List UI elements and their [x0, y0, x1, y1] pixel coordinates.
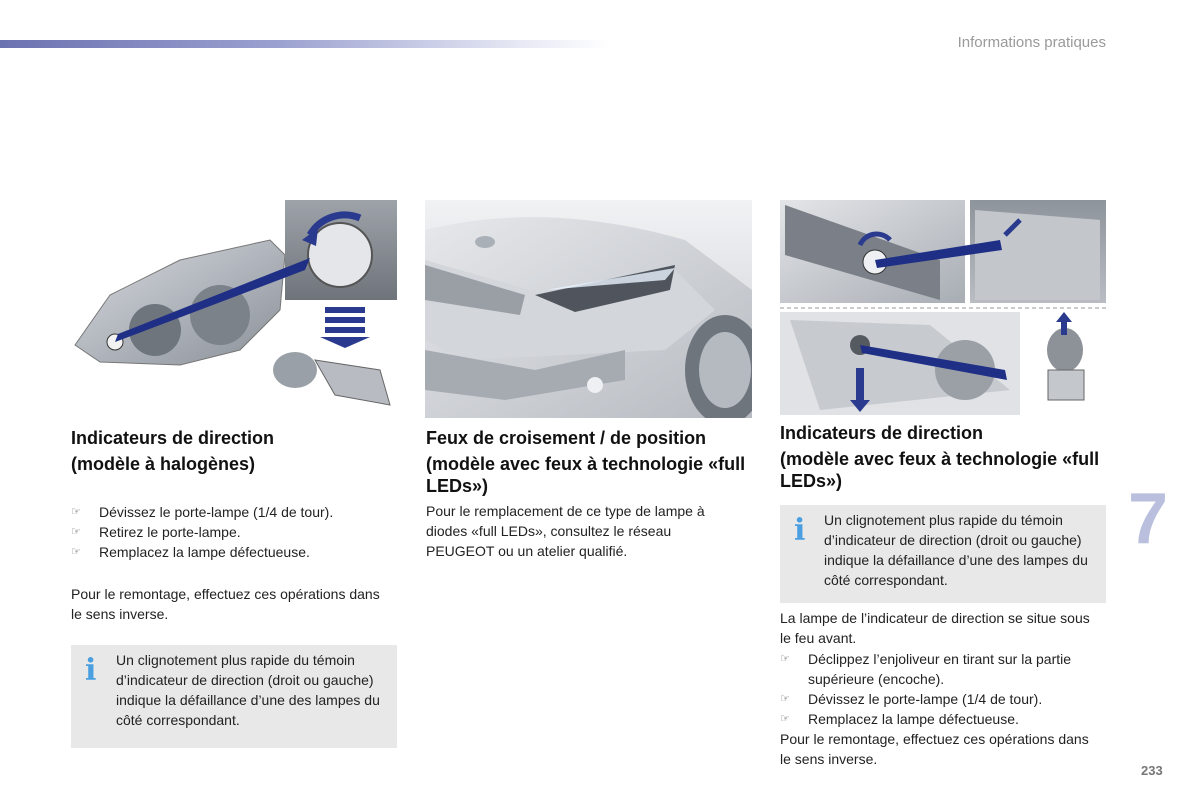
info-text: Un clignotement plus rapide du témoin d’indicateur de direction (droit ou gauche) indique la défaillance d’une des lampes du côté correspondant.	[116, 652, 380, 728]
hand-pointer-icon: ☞	[780, 713, 790, 725]
col3-heading-line2: (modèle avec feux à technologie «full LEDs»)	[780, 449, 1100, 491]
col1-heading-line1: Indicateurs de direction	[71, 428, 275, 448]
list-item	[780, 709, 1105, 729]
step-text: Dévissez le porte-lampe (1/4 de tour).	[99, 504, 334, 520]
col2-heading-line1: Feux de croisement / de position	[426, 428, 707, 448]
hand-pointer-icon: ☞	[780, 693, 790, 705]
list-item	[71, 522, 401, 542]
step-text: Déclippez l’enjoliveur en tirant sur la partie supérieure (encoche).	[808, 651, 1072, 687]
list-item	[71, 542, 401, 562]
led-indicator-illustration	[780, 200, 1106, 415]
page-number: 233	[1141, 763, 1163, 778]
col1-heading-line2: (modèle à halogènes)	[71, 454, 256, 474]
step-text: Remplacez la lampe défectueuse.	[808, 711, 1019, 727]
col3-info-box	[780, 505, 1106, 603]
hand-pointer-icon: ☞	[780, 653, 790, 665]
col3-intro-text: La lampe de l’indicateur de direction se situe sous le feu avant.	[780, 610, 1090, 646]
col2-heading-line2: (modèle avec feux à technologie «full LEDs»)	[426, 454, 746, 496]
step-text: Dévissez le porte-lampe (1/4 de tour).	[808, 691, 1043, 707]
car-front-illustration	[425, 200, 752, 418]
hand-pointer-icon: ☞	[71, 506, 81, 518]
info-text: Un clignotement plus rapide du témoin d’indicateur de direction (droit ou gauche) indique la défaillance d’une des lampes du côté correspondant.	[824, 512, 1088, 588]
info-icon: i	[85, 653, 97, 688]
step-text: Retirez le porte-lampe.	[99, 524, 241, 540]
chapter-number: 7	[1128, 479, 1169, 559]
col2-paragraph: Pour le remplacement de ce type de lampe à diodes «full LEDs», consultez le réseau PEUGEOT ou un atelier qualifié.	[426, 503, 705, 559]
list-item	[780, 689, 1105, 709]
step-text: Remplacez la lampe défectueuse.	[99, 544, 310, 560]
col1-info-box	[71, 645, 397, 748]
header-accent-bar	[0, 40, 610, 48]
info-icon: i	[794, 513, 806, 548]
list-item	[780, 649, 1105, 689]
col1-reassembly-text: Pour le remontage, effectuez ces opérations dans le sens inverse.	[71, 586, 380, 622]
col3-steps-list	[780, 649, 1105, 729]
hand-pointer-icon: ☞	[71, 546, 81, 558]
hand-pointer-icon: ☞	[71, 526, 81, 538]
list-item	[71, 502, 401, 522]
col3-heading-line1: Indicateurs de direction	[780, 423, 984, 443]
col3-reassembly-text: Pour le remontage, effectuez ces opérations dans le sens inverse.	[780, 731, 1089, 767]
section-title: Informations pratiques	[957, 34, 1106, 51]
halogen-headlamp-illustration	[70, 200, 400, 415]
col1-steps-list	[71, 502, 401, 562]
